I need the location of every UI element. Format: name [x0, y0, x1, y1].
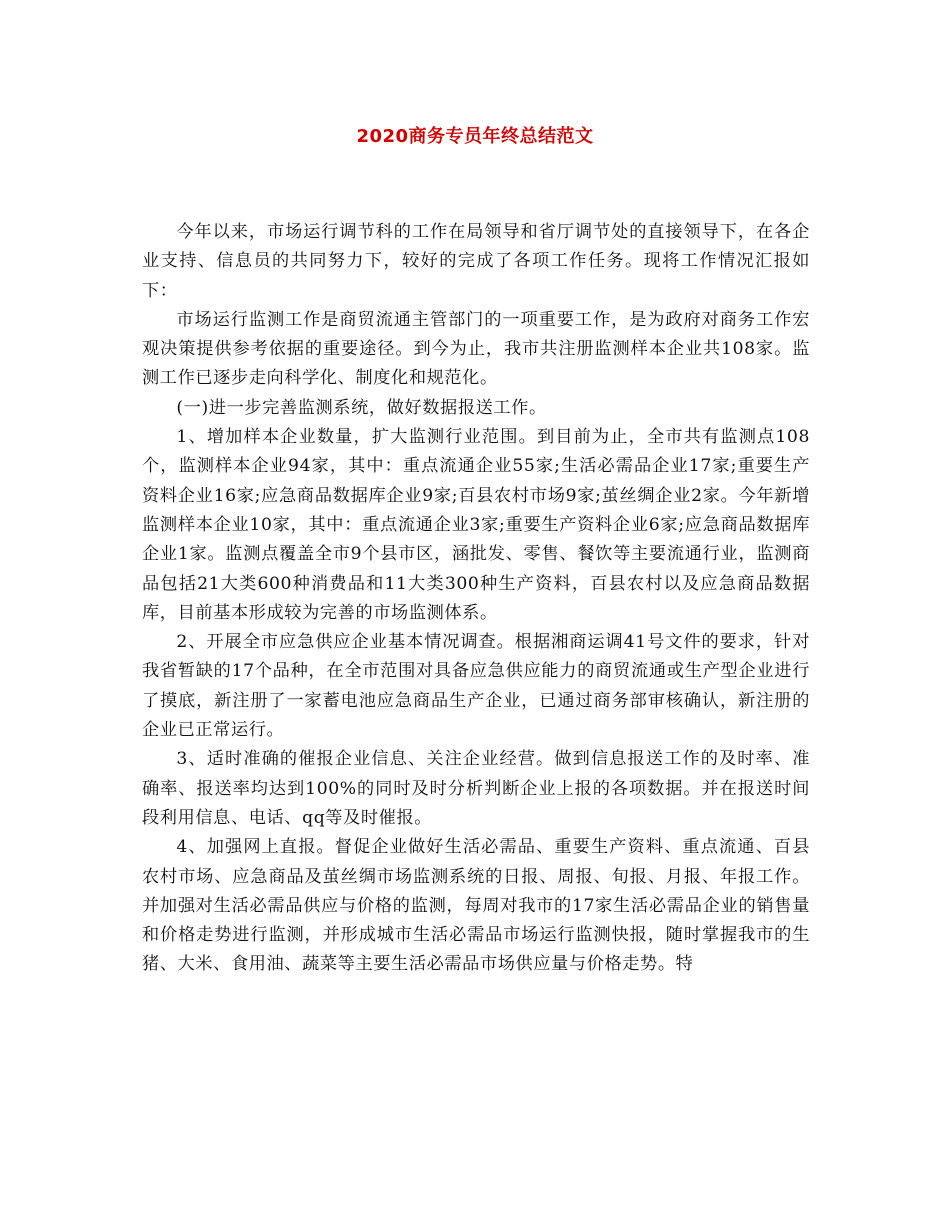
- document-body: [142, 218, 810, 980]
- paragraph-item-1: 1、增加样本企业数量，扩大监测行业范围。到目前为止，全市共有监测点108个，监测样本企业94家，其中：重点流通企业55家;生活必需品企业17家;重要生产资料企业16家;应急商品数据库企业9家;百县农村市场9家;茧丝绸企业2家。今年新增监测样本企业10家，其中：重点流通企业3家;重要生产资料企业6家;应急商品数据库企业1家。监测点覆盖全市9个县市区，涵批发、零售、餐饮等主要流通行业，监测商品包括21大类600种消费品和11大类300种生产资料，百县农村以及应急商品数据库，目前基本形成较为完善的市场监测体系。: [142, 427, 810, 623]
- paragraph-item-3: 3、适时准确的催报企业信息、关注企业经营。做到信息报送工作的及时率、准确率、报送率均达到100%的同时及时分析判断企业上报的各项数据。并在报送时间段利用信息、电话、qq等及时催报。: [142, 749, 810, 828]
- paragraph-item-4: 4、加强网上直报。督促企业做好生活必需品、重要生产资料、重点流通、百县农村市场、应急商品及茧丝绸市场监测系统的日报、周报、旬报、月报、年报工作。并加强对生活必需品供应与价格的监测，每周对我市的17家生活必需品企业的销售量和价格走势进行监测，并形成城市生活必需品市场运行监测快报，随时掌握我市的生猪、大米、食用油、蔬菜等主要生活必需品市场供应量与价格走势。特: [142, 837, 810, 975]
- paragraph-monitoring-overview: 市场运行监测工作是商贸流通主管部门的一项重要工作，是为政府对商务工作宏观决策提供参考依据的重要途径。到今为止，我市共注册监测样本企业共108家。监测工作已逐步走向科学化、制度化和规范化。: [142, 309, 810, 389]
- document-title: 2020商务专员年终总结范文: [356, 126, 594, 147]
- paragraph-section-heading: (一)进一步完善监测系统，做好数据报送工作。: [176, 397, 547, 418]
- paragraph-intro: 今年以来，市场运行调节科的工作在局领导和省厅调节处的直接领导下，在各企业支持、信息员的共同努力下，较好的完成了各项工作任务。现将工作情况汇报如下：: [142, 222, 810, 301]
- paragraph-item-2: 2、开展全市应急供应企业基本情况调查。根据湘商运调41号文件的要求，针对我省暂缺的17个品种，在全市范围对具备应急供应能力的商贸流通或生产型企业进行了摸底，新注册了一家蓄电池应急商品生产企业，已通过商务部审核确认，新注册的企业已正常运行。: [142, 632, 810, 741]
